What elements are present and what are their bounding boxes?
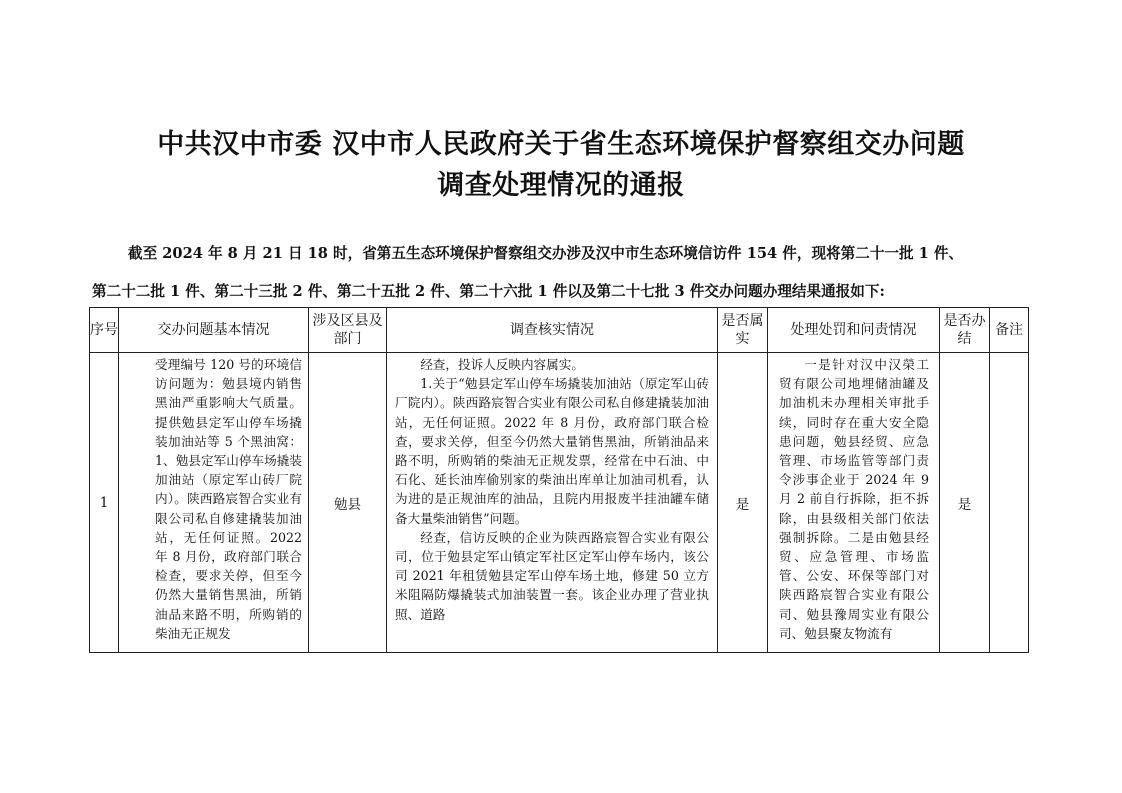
cell-district: 勉县 xyxy=(309,353,387,653)
header-investigation: 调查核实情况 xyxy=(387,308,718,353)
basic-info-text: 受理编号 120 号的环境信访问题为：勉县境内销售黑油严重影响大气质量。提供勉县定军山停车场撬装加油站等 5 个黑油窝：1、勉县定军山停车场撬装加油站（原定军山砖厂院内）。陕西路宸智合实业有限公司私自修建撬装加油站，无任何证照。2022 年 8 月份，政府部门联合检查，要求关停，但至今仍然大量销售黑油，所销油品来路不明，所购销的柴油无正规发 xyxy=(155,357,302,641)
cell-verified: 是 xyxy=(718,353,768,653)
investigation-paragraph-3: 经查，信访反映的企业为陕西路宸智合实业有限公司，位于勉县定军山镇定军社区定军山停车场内，该公司 2021 年租赁勉县定军山停车场土地，修建 50 立方米阻隔防爆撬装式加油装置一套。该企业办理了营业执照、道路 xyxy=(395,529,709,622)
investigation-paragraph-2: 1.关于“勉县定军山停车场撬装加油站（原定军山砖厂院内）。陕西路宸智合实业有限公司私自修建撬装加油站，无任何证照。2022 年 8 月份，政府部门联合检查，要求关停，但至今仍然大量销售黑油，所销油品来路不明，所购销的柴油无正规发票，经常在中石油、中石化、延长油库偷别家的柴油出库单让加油司机看，认为进的是正规油库的油品，且院内用报废半挂油罐车储备大量柴油销售”问题。 xyxy=(395,376,709,526)
cell-remark xyxy=(990,353,1029,653)
header-verified: 是否属实 xyxy=(718,308,768,353)
report-table xyxy=(89,307,1029,653)
header-remark: 备注 xyxy=(990,308,1029,353)
investigation-paragraph-1: 经查，投诉人反映内容属实。 xyxy=(420,357,584,372)
intro-paragraph-line-2: 第二十二批 1 件、第二十三批 2 件、第二十五批 2 件、第二十六批 1 件以及第二十七批 3 件交办问题办理结果通报如下: xyxy=(92,283,885,300)
cell-seq: 1 xyxy=(90,353,119,653)
header-district: 涉及区县及部门 xyxy=(309,308,387,353)
header-basic-info: 交办问题基本情况 xyxy=(119,308,309,353)
header-seq: 序号 xyxy=(90,308,119,353)
document-title-line-1: 中共汉中市委 汉中市人民政府关于省生态环境保护督察组交办问题 xyxy=(157,129,965,160)
cell-closed: 是 xyxy=(940,353,990,653)
cell-basic-info xyxy=(119,353,309,653)
header-handling: 处理处罚和问责情况 xyxy=(768,308,940,353)
table-row xyxy=(90,353,1029,653)
header-closed: 是否办结 xyxy=(940,308,990,353)
cell-handling xyxy=(768,353,940,653)
handling-text: 一是针对汉中汉榮工贸有限公司地埋储油罐及加油机未办理相关审批手续，同时存在重大安全隐患问题，勉县经贸、应急管理、市场监管等部门责令涉事企业于 2024 年 9 月 2 前自行拆除，拒不拆除，由县级相关部门依法强制拆除。二是由勉县经贸、应急管理、市场监管、公安、环保等部门对陕西路宸智合实业有限公司、勉县豫周实业有限公司、勉县聚友物流有 xyxy=(779,357,929,641)
intro-paragraph-line-1: 截至 2024 年 8 月 21 日 18 时，省第五生态环境保护督察组交办涉及汉中市生态环境信访件 154 件，现将第二十一批 1 件、 xyxy=(128,245,964,262)
cell-investigation xyxy=(387,353,718,653)
document-title-line-2: 调查处理情况的通报 xyxy=(437,170,685,201)
table-header-row xyxy=(90,308,1029,353)
